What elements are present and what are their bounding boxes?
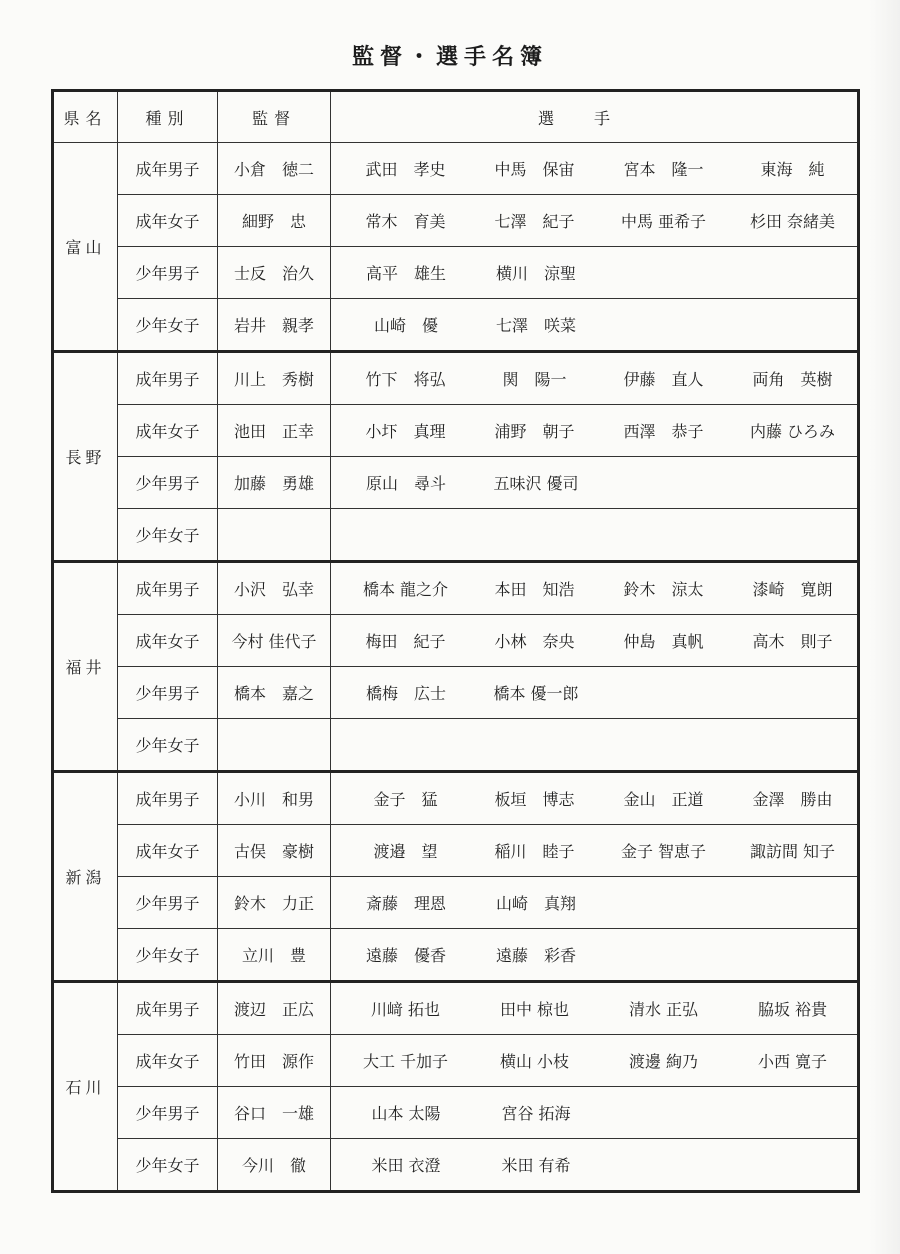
players-list [341, 787, 857, 810]
players-cell [331, 825, 859, 877]
players-cell [331, 143, 859, 195]
header-prefecture: 県名 [53, 91, 118, 143]
table-row [53, 719, 859, 772]
prefecture-cell: 長野 [53, 352, 118, 562]
scan-shadow [870, 0, 900, 1254]
players-cell [331, 405, 859, 457]
category-cell: 成年女子 [118, 405, 218, 457]
table-row [53, 299, 859, 352]
table-row [53, 772, 859, 825]
player-name: 山本 太陽 [371, 1104, 441, 1123]
coach-cell: 小沢 弘幸 [218, 562, 331, 615]
player-name: 橋梅 広士 [365, 684, 446, 703]
player-name: 浦野 朝子 [494, 422, 575, 441]
coach-cell [218, 719, 331, 772]
players-list [341, 943, 857, 966]
coach-cell: 細野 忠 [218, 195, 331, 247]
coach-cell: 立川 豊 [218, 929, 331, 982]
coach-cell: 渡辺 正広 [218, 982, 331, 1035]
player-name: 中馬 亜希子 [620, 212, 707, 231]
players-list [341, 209, 857, 232]
player-name: 渡邉 望 [373, 842, 438, 861]
table-row [53, 457, 859, 509]
player-name: 宮本 隆一 [623, 160, 704, 179]
players-list [341, 997, 857, 1020]
coach-cell: 川上 秀樹 [218, 352, 331, 405]
players-list [341, 313, 857, 336]
coach-cell: 今村 佳代子 [218, 615, 331, 667]
player-name: 小林 奈央 [494, 632, 575, 651]
player-name: 鈴木 涼太 [623, 580, 704, 599]
coach-cell: 小倉 徳二 [218, 143, 331, 195]
category-cell: 少年男子 [118, 457, 218, 509]
table-row [53, 1035, 859, 1087]
players-cell [331, 195, 859, 247]
table-row [53, 1087, 859, 1139]
header-row [53, 91, 859, 143]
player-name: 渡邊 絢乃 [628, 1052, 699, 1071]
coach-cell: 岩井 親孝 [218, 299, 331, 352]
table-row [53, 562, 859, 615]
category-cell: 少年女子 [118, 929, 218, 982]
category-cell: 成年男子 [118, 352, 218, 405]
player-name: 横川 涼聖 [495, 264, 576, 283]
category-cell: 成年女子 [118, 1035, 218, 1087]
players-list [341, 839, 857, 862]
player-name: 金子 智恵子 [620, 842, 707, 861]
table-row [53, 1139, 859, 1192]
player-name: 両角 英樹 [752, 370, 833, 389]
players-cell [331, 299, 859, 352]
coach-cell: 池田 正幸 [218, 405, 331, 457]
player-name: 梅田 紀子 [365, 632, 446, 651]
coach-cell: 谷口 一雄 [218, 1087, 331, 1139]
category-cell: 成年女子 [118, 195, 218, 247]
category-cell: 少年女子 [118, 719, 218, 772]
player-name: 伊藤 直人 [623, 370, 704, 389]
coach-cell: 加藤 勇雄 [218, 457, 331, 509]
player-name: 米田 有希 [501, 1156, 571, 1175]
table-row [53, 247, 859, 299]
category-cell: 成年男子 [118, 562, 218, 615]
table-row [53, 982, 859, 1035]
prefecture-cell: 富山 [53, 143, 118, 352]
category-cell: 少年男子 [118, 1087, 218, 1139]
player-name: 稲川 睦子 [494, 842, 575, 861]
coach-cell [218, 509, 331, 562]
player-name: 高木 則子 [752, 632, 833, 651]
player-name: 大工 千加子 [362, 1052, 449, 1071]
player-name: 諏訪間 知子 [749, 842, 836, 861]
player-name: 中馬 保宙 [494, 160, 575, 179]
table-row [53, 929, 859, 982]
coach-cell: 士反 治久 [218, 247, 331, 299]
player-name: 田中 椋也 [499, 1000, 570, 1019]
roster-body [53, 143, 859, 1192]
table-row [53, 195, 859, 247]
player-name: 内藤 ひろみ [749, 422, 836, 441]
players-list [341, 367, 857, 390]
players-cell [331, 352, 859, 405]
category-cell: 成年男子 [118, 982, 218, 1035]
player-name: 東海 純 [760, 160, 825, 179]
player-name: 脇坂 裕貴 [757, 1000, 828, 1019]
players-cell [331, 562, 859, 615]
category-cell: 成年男子 [118, 143, 218, 195]
category-cell: 少年女子 [118, 1139, 218, 1192]
player-name: 板垣 博志 [494, 790, 575, 809]
coach-cell: 鈴木 力正 [218, 877, 331, 929]
players-cell [331, 982, 859, 1035]
players-list [341, 1049, 857, 1072]
category-cell: 少年男子 [118, 247, 218, 299]
category-cell: 成年女子 [118, 615, 218, 667]
category-cell: 成年男子 [118, 772, 218, 825]
players-cell [331, 1139, 859, 1192]
player-name: 五味沢 優司 [493, 474, 579, 493]
player-name: 七澤 紀子 [494, 212, 575, 231]
player-name: 西澤 恭子 [623, 422, 704, 441]
player-name: 金山 正道 [623, 790, 704, 809]
category-cell: 少年女子 [118, 299, 218, 352]
player-name: 竹下 将弘 [365, 370, 446, 389]
player-name: 横山 小枝 [499, 1052, 570, 1071]
players-cell [331, 1087, 859, 1139]
coach-cell: 竹田 源作 [218, 1035, 331, 1087]
page-title: 監督・選手名簿 [351, 45, 548, 70]
player-name: 山崎 優 [373, 316, 438, 335]
players-list [341, 1101, 857, 1124]
player-name: 小圷 真理 [365, 422, 446, 441]
players-cell [331, 457, 859, 509]
player-name: 小西 寛子 [757, 1052, 828, 1071]
player-name: 常木 育美 [365, 212, 446, 231]
coach-cell: 小川 和男 [218, 772, 331, 825]
players-cell [331, 615, 859, 667]
player-name: 米田 衣澄 [371, 1156, 441, 1175]
player-name: 漆崎 寛朗 [752, 580, 833, 599]
players-cell [331, 667, 859, 719]
players-cell [331, 719, 859, 772]
players-list [341, 1153, 857, 1176]
player-name: 関 陽一 [502, 370, 567, 389]
players-list [341, 577, 857, 600]
coach-cell: 橋本 嘉之 [218, 667, 331, 719]
roster-table [51, 89, 860, 1193]
player-name: 七澤 咲菜 [495, 316, 576, 335]
players-list [341, 261, 857, 284]
player-name: 遠藤 優香 [365, 946, 446, 965]
player-name: 川﨑 拓也 [370, 1000, 441, 1019]
players-list [341, 157, 857, 180]
players-list [341, 419, 857, 442]
table-row [53, 352, 859, 405]
table-row [53, 615, 859, 667]
player-name: 清水 正弘 [628, 1000, 699, 1019]
coach-cell: 今川 徹 [218, 1139, 331, 1192]
player-name: 杉田 奈緒美 [749, 212, 836, 231]
category-cell: 少年男子 [118, 667, 218, 719]
players-cell [331, 1035, 859, 1087]
players-list [341, 629, 857, 652]
table-row [53, 877, 859, 929]
table-row [53, 667, 859, 719]
player-name: 金子 猛 [373, 790, 438, 809]
players-list [341, 891, 857, 914]
header-players: 選手 [331, 91, 859, 143]
prefecture-cell: 新潟 [53, 772, 118, 982]
category-cell: 成年女子 [118, 825, 218, 877]
players-list [341, 471, 857, 494]
category-cell: 少年女子 [118, 509, 218, 562]
table-row [53, 405, 859, 457]
header-coach: 監督 [218, 91, 331, 143]
table-row [53, 509, 859, 562]
prefecture-cell: 福井 [53, 562, 118, 772]
header-category: 種別 [118, 91, 218, 143]
player-name: 原山 尋斗 [365, 474, 446, 493]
player-name: 橋本 龍之介 [362, 580, 449, 599]
coach-cell: 古俣 豪樹 [218, 825, 331, 877]
table-row [53, 143, 859, 195]
player-name: 遠藤 彩香 [495, 946, 576, 965]
players-cell [331, 929, 859, 982]
players-cell [331, 772, 859, 825]
player-name: 武田 孝史 [365, 160, 446, 179]
table-row [53, 825, 859, 877]
player-name: 橋本 優一郎 [493, 684, 579, 703]
prefecture-cell: 石川 [53, 982, 118, 1192]
player-name: 山崎 真翔 [495, 894, 576, 913]
player-name: 斎藤 理恩 [365, 894, 446, 913]
player-name: 高平 雄生 [365, 264, 446, 283]
player-name: 金澤 勝由 [752, 790, 833, 809]
players-cell [331, 877, 859, 929]
players-cell [331, 247, 859, 299]
player-name: 宮谷 拓海 [501, 1104, 571, 1123]
players-list [341, 681, 857, 704]
players-cell [331, 509, 859, 562]
player-name: 仲島 真帆 [623, 632, 704, 651]
category-cell: 少年男子 [118, 877, 218, 929]
player-name: 本田 知浩 [494, 580, 575, 599]
